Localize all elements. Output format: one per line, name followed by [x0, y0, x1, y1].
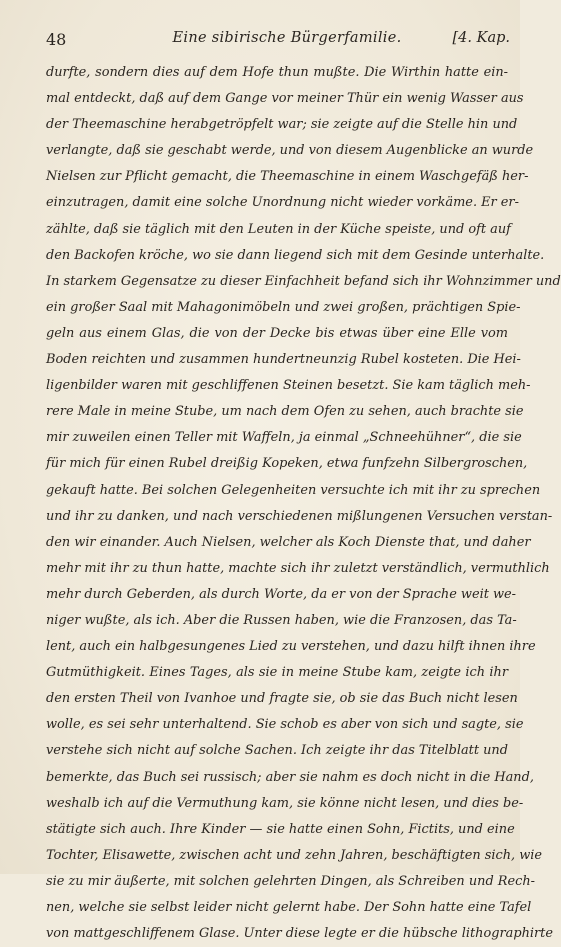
chapter-marker: [4. Kap.	[452, 30, 510, 46]
text-line: lent, auch ein halbgesungenes Lied zu verstehen, und dazu hilft ihnen ihre	[46, 639, 536, 655]
text-line: von mattgeschliffenem Glase. Unter diese legte er die hübsche lithographirte	[46, 926, 553, 942]
text-line: sie zu mir äußerte, mit solchen gelehrten Dingen, als Schreiben und Rech-	[46, 873, 536, 889]
text-line: mehr mit ihr zu thun hatte, machte sich ihr zuletzt verständlich, vermuthlich	[46, 560, 550, 576]
text-line: Nielsen zur Pflicht gemacht, die Theemaschine in einem Waschgefäß her-	[46, 169, 529, 185]
text-line: verstehe sich nicht auf solche Sachen. Ich zeigte ihr das Titelblatt und	[46, 743, 508, 759]
text-line: niger wußte, als ich. Aber die Russen haben, wie die Franzosen, das Ta-	[46, 612, 517, 628]
text-line: stätigte sich auch. Ihre Kinder — sie hatte einen Sohn, Fictits, und eine	[46, 821, 515, 837]
text-line: mal entdeckt, daß auf dem Gange vor meiner Thür ein wenig Wasser aus	[46, 91, 524, 107]
text-line: Tochter, Elisawette, zwischen acht und zehn Jahren, beschäftigten sich, wie	[46, 847, 543, 863]
text-line: rere Male in meine Stube, um nach dem Ofen zu sehen, auch brachte sie	[46, 404, 524, 420]
running-title: Eine sibirische Bürgerfamilie.	[172, 30, 402, 46]
text-line: durfte, sondern dies auf dem Hofe thun mußte. Die Wirthin hatte ein-	[46, 65, 508, 80]
text-line: geln aus einem Glas, die von der Decke bis etwas über eine Elle vom	[46, 325, 508, 341]
body-text	[46, 60, 561, 947]
text-line: ligenbilder waren mit geschliffenen Steinen besetzt. Sie kam täglich meh-	[46, 378, 531, 394]
page-header	[46, 24, 510, 52]
text-line: mehr durch Geberden, als durch Worte, da er von der Sprache weit we-	[46, 586, 517, 602]
text-line: den ersten Theil von Ivanhoe und fragte sie, ob sie das Buch nicht lesen	[46, 691, 518, 707]
text-line: Boden reichten und zusammen hundertneunzig Rubel kosteten. Die Hei-	[46, 352, 521, 368]
text-line: Gutmüthigkeit. Eines Tages, als sie in meine Stube kam, zeigte ich ihr	[46, 665, 508, 681]
text-line: ein großer Saal mit Mahagonimöbeln und zwei großen, prächtigen Spie-	[46, 299, 521, 315]
text-line: und ihr zu danken, und nach verschiedenen mißlungenen Versuchen verstan-	[46, 508, 553, 524]
text-line: verlangte, daß sie geschabt werde, und von diesem Augenblicke an wurde	[46, 143, 534, 159]
text-line: den wir einander. Auch Nielsen, welcher als Koch Dienste that, und daher	[46, 534, 531, 550]
text-line: In starkem Gegensatze zu dieser Einfachheit befand sich ihr Wohnzimmer und	[46, 273, 561, 289]
text-line: gekauft hatte. Bei solchen Gelegenheiten versuchte ich mit ihr zu sprechen	[46, 482, 541, 498]
text-line: wolle, es sei sehr unterhaltend. Sie schob es aber von sich und sagte, sie	[46, 717, 524, 733]
text-line: weshalb ich auf die Vermuthung kam, sie könne nicht lesen, und dies be-	[46, 795, 524, 811]
text-line: bemerkte, das Buch sei russisch; aber sie nahm es doch nicht in die Hand,	[46, 769, 534, 785]
page-number: 48	[46, 30, 67, 49]
text-line: den Backofen kröche, wo sie dann liegend sich mit dem Gesinde unterhalte.	[46, 247, 545, 263]
text-line: für mich für einen Rubel dreißig Kopeken, etwa funfzehn Silbergroschen,	[46, 456, 528, 472]
text-line: der Theemaschine herabgetröpfelt war; sie zeigte auf die Stelle hin und	[46, 117, 518, 133]
text-line: zählte, daß sie täglich mit den Leuten in der Küche speiste, und oft auf	[46, 221, 511, 237]
text-line: mir zuweilen einen Teller mit Waffeln, ja einmal „Schneehühner“, die sie	[46, 430, 522, 446]
text-line: einzutragen, damit eine solche Unordnung nicht wieder vorkäme. Er er-	[46, 195, 519, 211]
text-line: nen, welche sie selbst leider nicht gelernt habe. Der Sohn hatte eine Tafel	[46, 900, 532, 915]
